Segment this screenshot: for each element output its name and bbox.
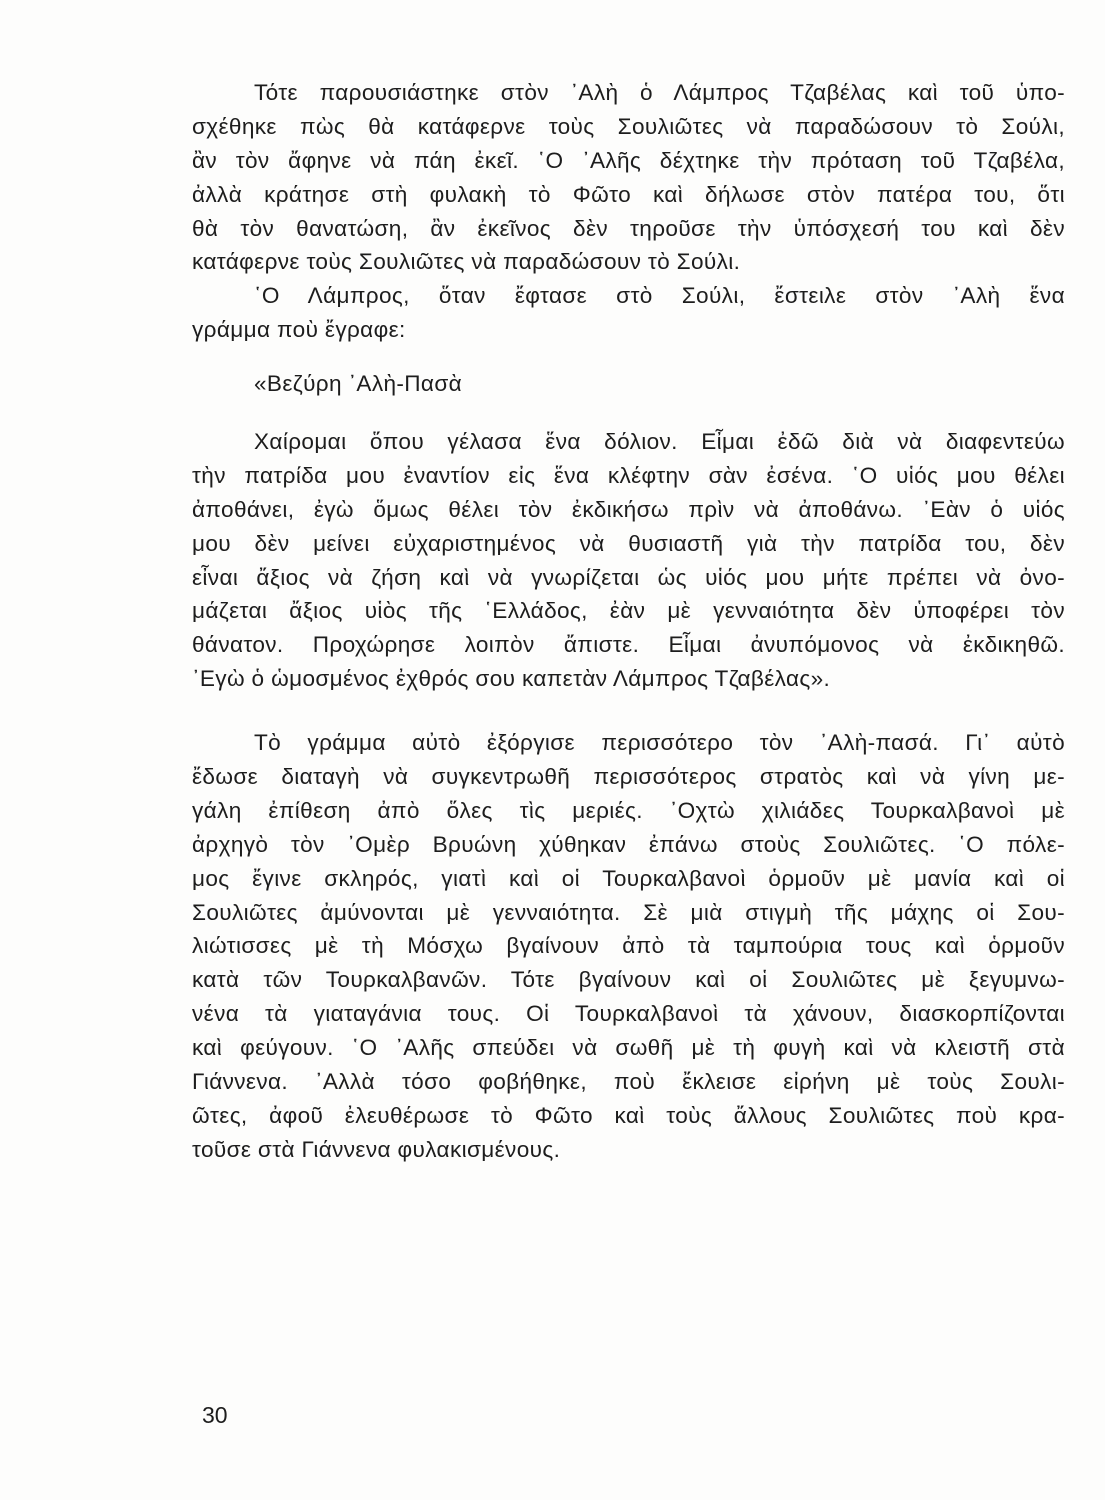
text-line: ἀρχηγὸ τὸν ᾽Ομὲρ Βρυώνη χύθηκαν ἐπάνω στοὺς Σουλιῶτες. ῾Ο πόλε- <box>192 831 1065 857</box>
text-line: μάζεται ἄξιος υἱὸς τῆς ῾Ελλάδος, ἐὰν μὲ γενναιότητα δὲν ὑποφέρει τὸν <box>192 598 1065 624</box>
letter-salutation <box>192 367 1065 401</box>
text-line: λιώτισσες μὲ τὴ Μόσχω βγαίνουν ἀπὸ τὰ ταμπούρια τους καὶ ὁρμοῦν <box>192 933 1065 959</box>
text-line: σχέθηκε πὼς θὰ κατάφερνε τοὺς Σουλιῶτες νὰ παραδώσουν τὸ Σούλι, <box>192 113 1065 139</box>
text-line: μος ἔγινε σκληρός, γιατὶ καὶ οἱ Τουρκαλβανοὶ ὁρμοῦν μὲ μανία καὶ οἱ <box>192 865 1065 891</box>
paragraph-1 <box>192 76 1065 279</box>
body-text <box>192 76 1065 1167</box>
letter-body <box>192 425 1065 696</box>
text-line: ᾽Εγὼ ὁ ὡμοσμένος ἐχθρός σου καπετὰν Λάμπρος Τζαβέλας». <box>192 666 831 692</box>
paragraph-2 <box>192 279 1065 347</box>
text-line: ῾Ο Λάμπρος, ὅταν ἔφτασε στὸ Σούλι, ἔστειλε στὸν ᾽Αλὴ ἕνα <box>254 283 1065 309</box>
paragraph-5 <box>192 726 1065 1167</box>
text-line: καὶ φεύγουν. ῾Ο ᾽Αλῆς σπεύδει νὰ σωθῆ μὲ τὴ φυγὴ καὶ νὰ κλειστῆ στὰ <box>192 1035 1065 1061</box>
text-line: θάνατον. Προχώρησε λοιπὸν ἄπιστε. Εἶμαι ἀνυπόμονος νὰ ἐκδικηθῶ. <box>192 632 1065 658</box>
text-line: τοῦσε στὰ Γιάννενα φυλακισμένους. <box>192 1136 561 1162</box>
spacer <box>192 696 1065 726</box>
text-line: κατάφερνε τοὺς Σουλιῶτες νὰ παραδώσουν τὸ Σούλι. <box>192 249 741 275</box>
text-line: ἀλλὰ κράτησε στὴ φυλακὴ τὸ Φῶτο καὶ δήλωσε στὸν πατέρα του, ὅτι <box>192 181 1065 207</box>
text-line: κατὰ τῶν Τουρκαλβανῶν. Τότε βγαίνουν καὶ οἱ Σουλιῶτες μὲ ξεγυμνω- <box>192 967 1065 993</box>
text-line: τὴν πατρίδα μου ἐναντίον εἰς ἕνα κλέφτην σὰν ἐσένα. ῾Ο υἱός μου θέλει <box>192 462 1065 488</box>
text-line: ἔδωσε διαταγὴ νὰ συγκεντρωθῆ περισσότερος στρατὸς καὶ νὰ γίνη με- <box>192 764 1065 790</box>
text-line: θὰ τὸν θανατώση, ἂν ἐκεῖνος δὲν τηροῦσε τὴν ὑπόσχεσή του καὶ δὲν <box>192 215 1065 241</box>
text-line: «Βεζύρη ᾽Αλὴ-Πασὰ <box>254 371 463 397</box>
text-line: ἀποθάνει, ἐγὼ ὅμως θέλει τὸν ἐκδικήσω πρὶν νὰ ἀποθάνω. ᾽Εὰν ὁ υἱός <box>192 496 1065 522</box>
spacer <box>192 401 1065 425</box>
text-line: Τὸ γράμμα αὐτὸ ἐξόργισε περισσότερο τὸν ᾽Αλὴ-πασά. Γι᾽ αὐτὸ <box>254 730 1065 756</box>
page-number: 30 <box>202 1402 228 1428</box>
text-line: νένα τὰ γιαταγάνια τους. Οἱ Τουρκαλβανοὶ τὰ χάνουν, διασκορπίζονται <box>192 1001 1065 1027</box>
text-line: μου δὲν μείνει εὐχαριστημένος νὰ θυσιαστῆ γιὰ τὴν πατρίδα του, δὲν <box>192 530 1065 556</box>
text-line: ἂν τὸν ἄφηνε νὰ πάη ἐκεῖ. ῾Ο ᾽Αλῆς δέχτηκε τὴν πρόταση τοῦ Τζαβέλα, <box>192 147 1065 173</box>
text-line: ῶτες, ἀφοῦ ἐλευθέρωσε τὸ Φῶτο καὶ τοὺς ἄλλους Σουλιῶτες ποὺ κρα- <box>192 1102 1065 1128</box>
spacer <box>192 347 1065 367</box>
text-line: Γιάννενα. ᾽Αλλὰ τόσο φοβήθηκε, ποὺ ἔκλεισε εἰρήνη μὲ τοὺς Σουλι- <box>192 1069 1065 1095</box>
text-line: Σουλιῶτες ἀμύνονται μὲ γενναιότητα. Σὲ μιὰ στιγμὴ τῆς μάχης οἱ Σου- <box>192 899 1065 925</box>
text-line: γάλη ἐπίθεση ἀπὸ ὅλες τὶς μεριές. ᾽Οχτὼ χιλιάδες Τουρκαλβανοὶ μὲ <box>192 797 1065 823</box>
text-line: Τότε παρουσιάστηκε στὸν ᾽Αλὴ ὁ Λάμπρος Τζαβέλας καὶ τοῦ ὑπο- <box>254 80 1065 105</box>
text-line: Χαίρομαι ὅπου γέλασα ἕνα δόλιον. Εἶμαι ἐδῶ διὰ νὰ διαφεντεύω <box>254 429 1065 455</box>
text-line: γράμμα ποὺ ἔγραφε: <box>192 317 406 343</box>
text-line: εἶναι ἄξιος νὰ ζήση καὶ νὰ γνωρίζεται ὡς υἱός μου μήτε πρέπει νὰ ὀνο- <box>192 564 1065 590</box>
